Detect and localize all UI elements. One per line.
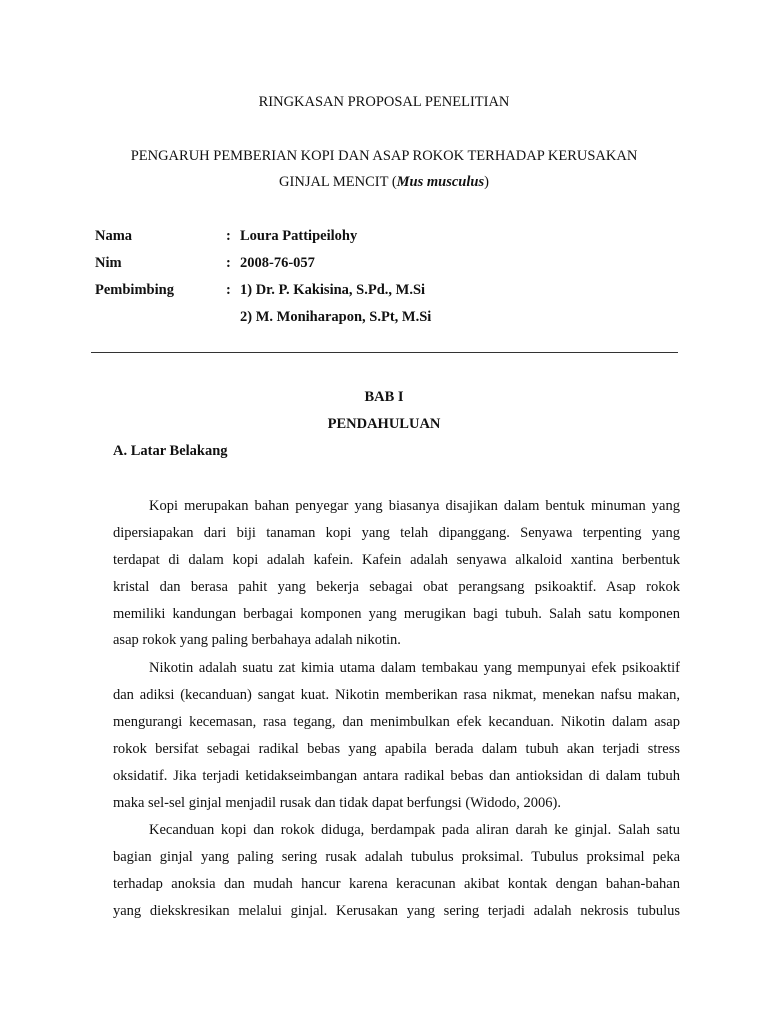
title-suffix: ) xyxy=(484,174,489,190)
pembimbing-label: Pembimbing xyxy=(95,282,174,298)
document-title: RINGKASAN PROPOSAL PENELITIAN xyxy=(258,94,510,110)
nama-value: Loura Pattipeilohy xyxy=(240,228,358,244)
pembimbing-colon: : xyxy=(226,282,231,298)
chapter-title: PENDAHULUAN xyxy=(327,416,441,432)
nama-label: Nama xyxy=(95,228,133,244)
body-line: dan adiksi (kecanduan) sangat kuat. Nikotin memberikan rasa nikmat, menekan nafsu makan, xyxy=(113,687,680,703)
body-line: mengurangi kecemasan, rasa tegang, dan menimbulkan efek kecanduan. Nikotin dalam asap xyxy=(113,714,680,730)
nim-label: Nim xyxy=(95,255,122,271)
body-line: memiliki kandungan berbagai komponen yang merugikan bagi tubuh. Salah satu komponen xyxy=(113,606,680,622)
pembimbing-2: 2) M. Moniharapon, S.Pt, M.Si xyxy=(240,309,432,325)
body-line: rokok bersifat sebagai radikal bebas yang apabila berada dalam tubuh akan terjadi stress xyxy=(113,741,680,757)
nim-value: 2008-76-057 xyxy=(240,255,315,271)
body-line: yang diekskresikan melalui ginjal. Kerusakan yang sering terjadi adalah nekrosis tubulus xyxy=(113,903,680,919)
section-heading: A. Latar Belakang xyxy=(113,443,228,459)
species-name: Mus musculus xyxy=(396,174,485,190)
body-line: bagian ginjal yang paling sering rusak adalah tubulus proksimal. Tubulus proksimal peka xyxy=(113,849,680,865)
body-line: dipersiapakan dari biji tanaman kopi yang telah dipanggang. Senyawa terpenting yang xyxy=(113,525,680,541)
proposal-title-line-2 xyxy=(0,174,768,191)
chapter-number: BAB I xyxy=(364,389,404,405)
body-line: Kopi merupakan bahan penyegar yang biasanya disajikan dalam bentuk minuman yang xyxy=(149,498,680,514)
body-line: asap rokok yang paling berbahaya adalah nikotin. xyxy=(113,632,401,648)
body-line: Nikotin adalah suatu zat kimia utama dalam tembakau yang mempunyai efek psikoaktif xyxy=(149,660,680,676)
body-line: maka sel-sel ginjal menjadil rusak dan tidak dapat berfungsi (Widodo, 2006). xyxy=(113,795,561,811)
divider-line xyxy=(91,352,678,353)
proposal-title-line-1: PENGARUH PEMBERIAN KOPI DAN ASAP ROKOK TERHADAP KERUSAKAN xyxy=(130,148,638,164)
body-line: terhadap anoksia dan mudah hancur karena keracunan akibat kontak dengan bahan-bahan xyxy=(113,876,680,892)
nim-colon: : xyxy=(226,255,231,271)
pembimbing-1: 1) Dr. P. Kakisina, S.Pd., M.Si xyxy=(240,282,426,298)
body-line: terdapat di dalam kopi adalah kafein. Kafein adalah senyawa alkaloid xantina berbentuk xyxy=(113,552,680,568)
body-line: kristal dan berasa pahit yang bekerja sebagai obat perangsang psikoaktif. Asap rokok xyxy=(113,579,680,595)
title-prefix: GINJAL MENCIT ( xyxy=(279,174,397,190)
body-line: oksidatif. Jika terjadi ketidakseimbangan antara radikal bebas dan antioksidan di dalam tubuh xyxy=(113,768,680,784)
nama-colon: : xyxy=(226,228,231,244)
body-line: Kecanduan kopi dan rokok diduga, berdampak pada aliran darah ke ginjal. Salah satu xyxy=(149,822,680,838)
